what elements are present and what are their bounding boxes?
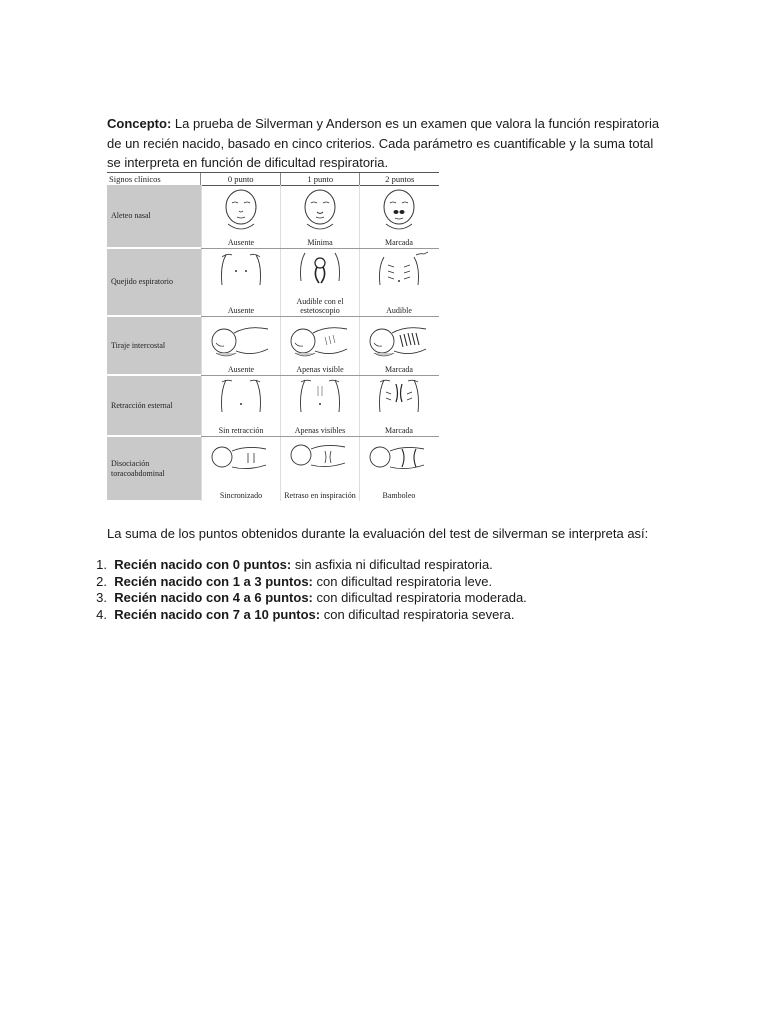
concept-paragraph bbox=[107, 114, 667, 173]
cell-aleteo-2 bbox=[359, 185, 438, 248]
header-1-point: 1 punto bbox=[280, 173, 360, 185]
torso-illustration bbox=[214, 378, 269, 422]
list-item-text: sin asfixia ni dificultad respiratoria. bbox=[291, 557, 493, 572]
list-number: 3. bbox=[96, 590, 107, 605]
cell-quejido-0 bbox=[201, 249, 280, 316]
header-2-points: 2 puntos bbox=[359, 173, 439, 185]
list-item bbox=[72, 574, 692, 591]
cell-disociacion-1 bbox=[280, 437, 359, 501]
side-lying-baby-illustration bbox=[208, 319, 272, 363]
row-label: Disociación toracoabdominal bbox=[107, 437, 201, 501]
row-aleteo-nasal bbox=[107, 185, 439, 248]
cell-label: Marcada bbox=[385, 426, 413, 435]
row-label: Quejido espiratorio bbox=[107, 249, 201, 316]
list-item-text: con dificultad respiratoria moderada. bbox=[312, 590, 527, 605]
header-0-points: 0 punto bbox=[200, 173, 280, 185]
list-item bbox=[72, 590, 692, 607]
cell-label: Ausente bbox=[227, 306, 255, 315]
cell-label: Mínima bbox=[307, 238, 333, 247]
torso-illustration bbox=[372, 251, 432, 299]
list-item-text: con dificultad respiratoria leve. bbox=[312, 573, 493, 589]
cell-tiraje-0 bbox=[201, 317, 280, 375]
cell-label: Audible bbox=[386, 306, 412, 315]
cell-tiraje-2 bbox=[359, 317, 438, 375]
cell-label: Bamboleo bbox=[382, 491, 416, 500]
baby-face-illustration bbox=[372, 187, 427, 237]
interpretation-lead: La suma de los puntos obtenidos durante la evaluación del test de silverman se interpreta así: bbox=[107, 526, 649, 541]
cell-label: Ausente bbox=[227, 365, 255, 374]
cell-retraccion-1 bbox=[280, 376, 359, 436]
torso-illustration bbox=[293, 378, 348, 422]
figure-header-row bbox=[107, 172, 439, 186]
cell-label: Marcada bbox=[385, 238, 413, 247]
cell-aleteo-0 bbox=[201, 185, 280, 248]
cell-label: Sin retracción bbox=[218, 426, 264, 435]
row-label: Tiraje intercostal bbox=[107, 317, 201, 375]
row-tiraje-intercostal bbox=[107, 317, 439, 375]
silverman-table-figure bbox=[107, 172, 439, 502]
cell-label: Audible con el estetoscopio bbox=[296, 297, 344, 315]
cell-label: Marcada bbox=[385, 365, 413, 374]
row-retraccion-esternal bbox=[107, 376, 439, 436]
stethoscope-illustration bbox=[293, 251, 348, 291]
side-lying-baby-illustration bbox=[287, 439, 351, 475]
list-item-bold: Recién nacido con 0 puntos: bbox=[114, 557, 292, 572]
cell-quejido-1 bbox=[280, 249, 359, 316]
list-item bbox=[72, 607, 692, 624]
list-item-bold: Recién nacido con 1 a 3 puntos: bbox=[114, 573, 313, 589]
row-label: Retracción esternal bbox=[107, 376, 201, 436]
cell-label: Ausente bbox=[227, 238, 255, 247]
cell-disociacion-0 bbox=[201, 437, 280, 501]
row-disociacion-toracoabdominal bbox=[107, 437, 439, 501]
list-number: 2. bbox=[96, 573, 107, 589]
cell-retraccion-0 bbox=[201, 376, 280, 436]
cell-label: Apenas visible bbox=[296, 365, 344, 374]
score-interpretation-list bbox=[72, 557, 692, 623]
side-lying-baby-illustration bbox=[287, 319, 351, 363]
torso-illustration bbox=[372, 378, 427, 422]
list-item-bold: Recién nacido con 7 a 10 puntos: bbox=[114, 606, 321, 622]
baby-face-illustration bbox=[214, 187, 269, 237]
cell-disociacion-2 bbox=[359, 437, 438, 501]
cell-aleteo-1 bbox=[280, 185, 359, 248]
side-lying-baby-illustration bbox=[208, 439, 272, 483]
side-lying-baby-illustration bbox=[366, 319, 430, 363]
torso-illustration bbox=[214, 251, 269, 299]
concept-text: La prueba de Silverman y Anderson es un examen que valora la función respiratoria de un recién nacido, basado en cinco criterios. Cada parámetro es cuantificable y la suma total se interpreta en función de dificultad respiratoria. bbox=[107, 116, 660, 170]
list-number: 1. bbox=[96, 557, 107, 572]
list-item-text: con dificultad respiratoria severa. bbox=[320, 606, 515, 622]
cell-label: Apenas visibles bbox=[294, 426, 346, 435]
cell-retraccion-2 bbox=[359, 376, 438, 436]
row-label: Aleteo nasal bbox=[107, 185, 201, 248]
row-quejido-espiratorio bbox=[107, 249, 439, 316]
cell-label: Sincronizado bbox=[219, 491, 263, 500]
cell-tiraje-1 bbox=[280, 317, 359, 375]
side-lying-baby-illustration bbox=[366, 439, 430, 483]
list-number: 4. bbox=[96, 606, 107, 622]
cell-quejido-2 bbox=[359, 249, 438, 316]
baby-face-illustration bbox=[293, 187, 348, 237]
list-item-bold: Recién nacido con 4 a 6 puntos: bbox=[114, 590, 313, 605]
cell-label: Retraso en inspiración bbox=[284, 491, 356, 500]
concept-label: Concepto: bbox=[107, 116, 172, 131]
header-signs: Signos clínicos bbox=[109, 174, 161, 184]
list-item bbox=[72, 557, 692, 574]
